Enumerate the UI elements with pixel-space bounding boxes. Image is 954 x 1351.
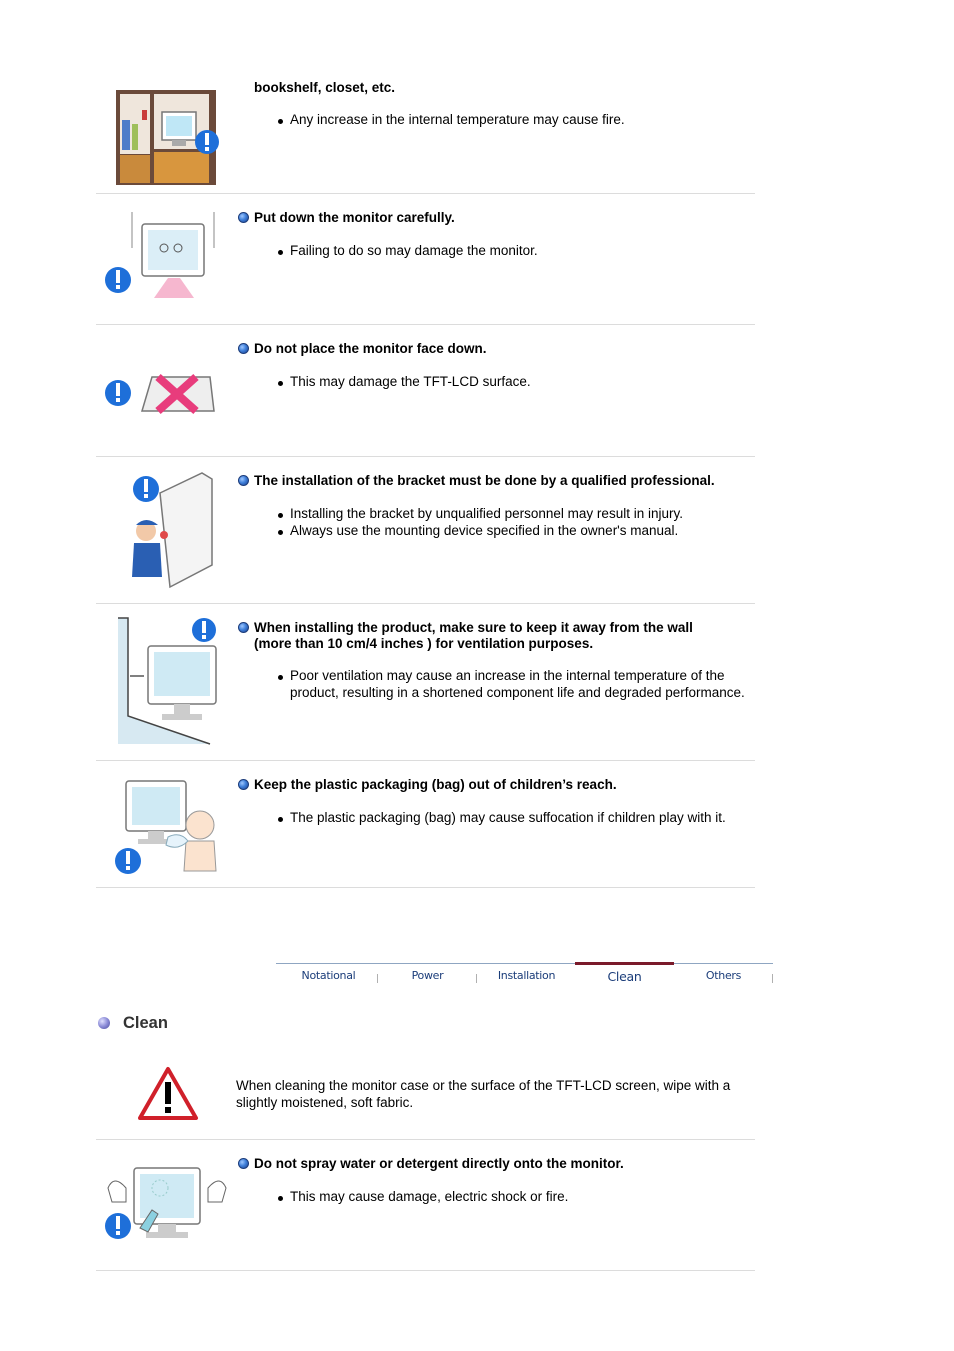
bracket-installer-illustration xyxy=(102,469,220,591)
section-heading: bookshelf, closet, etc. xyxy=(254,80,396,95)
blue-bullet-icon xyxy=(238,779,249,790)
blue-bullet-icon xyxy=(238,475,249,486)
blue-bullet-icon xyxy=(238,343,249,354)
drop-monitor-illustration xyxy=(102,208,220,308)
bullet-point: Always use the mounting device specified in the owner's manual. xyxy=(272,523,757,540)
bullet-point: The plastic packaging (bag) may cause suffocation if children play with it. xyxy=(272,810,757,827)
section-put-down xyxy=(96,194,755,325)
section-no-spray xyxy=(96,1140,755,1271)
tab-notational[interactable]: Notational xyxy=(301,969,356,982)
baby-bag-illustration xyxy=(108,775,226,875)
section-plastic-bag xyxy=(96,761,755,888)
bullet-list xyxy=(272,1189,757,1206)
section-face-down xyxy=(96,325,755,457)
section-bracket xyxy=(96,457,755,604)
section-heading: Do not spray water or detergent directly onto the monitor. xyxy=(238,1156,753,1172)
section-heading: Put down the monitor carefully. xyxy=(238,210,753,226)
tab-separator xyxy=(772,974,773,983)
section-ball-icon xyxy=(98,1017,110,1029)
clean-section-title: Clean xyxy=(98,1014,168,1033)
tab-power[interactable]: Power xyxy=(411,969,444,982)
tab-clean[interactable]: Clean xyxy=(575,962,674,986)
wall-gap-illustration xyxy=(114,616,232,746)
face-down-illustration xyxy=(102,369,220,429)
bullet-list xyxy=(272,506,757,539)
bullet-list xyxy=(272,374,757,391)
bullet-point: Any increase in the internal temperature may cause fire. xyxy=(272,112,757,129)
section-heading: The installation of the bracket must be done by a qualified professional. xyxy=(238,473,753,489)
bullet-list xyxy=(272,668,757,701)
category-tabs xyxy=(276,963,773,987)
spray-monitor-illustration xyxy=(104,1158,230,1258)
section-bookshelf xyxy=(96,70,755,194)
blue-bullet-icon xyxy=(238,1158,249,1169)
bullet-list xyxy=(272,243,757,260)
clean-intro-text: When cleaning the monitor case or the surface of the TFT-LCD screen, wipe with a slightly moistened, soft fabric. xyxy=(236,1078,731,1110)
section-heading: Do not place the monitor face down. xyxy=(238,341,753,357)
blue-bullet-icon xyxy=(238,212,249,223)
bullet-point: This may cause damage, electric shock or fire. xyxy=(272,1189,757,1206)
bullet-list xyxy=(272,112,757,129)
bullet-point: Installing the bracket by unqualified personnel may result in injury. xyxy=(272,506,757,523)
section-heading: Keep the plastic packaging (bag) out of children’s reach. xyxy=(238,777,753,793)
section-ventilation xyxy=(96,604,755,761)
bullet-list xyxy=(272,810,757,827)
bullet-point: This may damage the TFT-LCD surface. xyxy=(272,374,757,391)
warning-triangle-icon xyxy=(137,1066,199,1122)
tab-others[interactable]: Others xyxy=(705,969,742,982)
bullet-point: Failing to do so may damage the monitor. xyxy=(272,243,757,260)
blue-bullet-icon xyxy=(238,622,249,633)
bookshelf-illustration xyxy=(112,80,230,188)
tab-installation[interactable]: Installation xyxy=(497,969,556,982)
bullet-point: Poor ventilation may cause an increase in the internal temperature of the product, resulting in a shortened component life and degraded performance. xyxy=(272,668,757,701)
section-heading: When installing the product, make sure to keep it away from the wall (more than 10 cm/4 inches ) for ventilation purposes. xyxy=(238,620,753,652)
